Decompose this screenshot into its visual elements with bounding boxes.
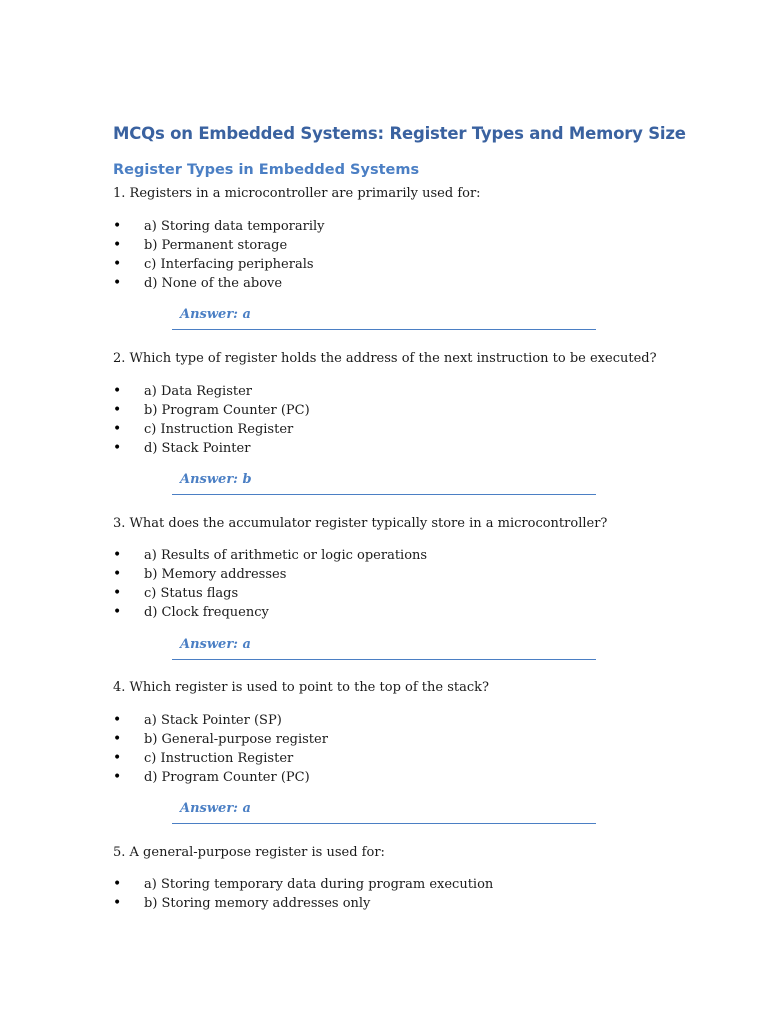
answer-text: Answer: b [180,472,252,487]
question-5-text: 5. A general-purpose register is used for: [113,845,385,860]
question-2-options [113,382,310,458]
bullet-icon: • [113,218,122,234]
option-label: c) Interfacing peripherals [144,257,314,272]
bullet-icon: • [113,769,122,785]
answer-block-2 [172,470,596,495]
option-label: a) Stack Pointer (SP) [144,713,282,728]
option-item [113,565,427,584]
option-item [113,401,310,420]
option-item [113,894,493,913]
bullet-icon: • [113,895,122,911]
question-3-options [113,546,427,622]
option-label: a) Storing temporary data during program execution [144,877,494,892]
option-item [113,382,310,401]
question-3-text: 3. What does the accumulator register typically store in a microcontroller? [113,516,608,531]
option-label: b) Program Counter (PC) [144,403,310,418]
question-5-options [113,875,493,913]
bullet-icon: • [113,566,122,582]
bullet-icon: • [113,402,122,418]
option-label: d) None of the above [144,276,283,291]
bullet-icon: • [113,604,122,620]
option-item [113,730,328,749]
option-label: c) Instruction Register [144,751,294,766]
option-label: a) Data Register [144,384,252,399]
option-item [113,217,325,236]
option-item [113,546,427,565]
question-2-text: 2. Which type of register holds the address of the next instruction to be executed? [113,351,657,366]
option-item [113,603,427,622]
bullet-icon: • [113,256,122,272]
option-label: d) Program Counter (PC) [144,770,310,785]
bullet-icon: • [113,585,122,601]
answer-text: Answer: a [180,637,251,652]
option-label: a) Results of arithmetic or logic operations [144,548,428,563]
question-4-text: 4. Which register is used to point to the top of the stack? [113,680,489,695]
bullet-icon: • [113,421,122,437]
bullet-icon: • [113,876,122,892]
answer-block-3 [172,635,596,660]
option-label: c) Instruction Register [144,422,294,437]
option-label: b) Memory addresses [144,567,287,582]
option-item [113,749,328,768]
bullet-icon: • [113,750,122,766]
option-item [113,420,310,439]
document-title: MCQs on Embedded Systems: Register Types and Memory Size [113,124,686,143]
option-item [113,255,325,274]
option-item [113,875,493,894]
option-label: b) General-purpose register [144,732,328,747]
question-1-text: 1. Registers in a microcontroller are primarily used for: [113,186,481,201]
bullet-icon: • [113,547,122,563]
bullet-icon: • [113,731,122,747]
bullet-icon: • [113,237,122,253]
answer-block-4 [172,799,596,824]
option-item [113,439,310,458]
option-label: a) Storing data temporarily [144,219,325,234]
bullet-icon: • [113,383,122,399]
option-item [113,768,328,787]
option-item [113,274,325,293]
bullet-icon: • [113,712,122,728]
question-1-options [113,217,325,293]
section-heading: Register Types in Embedded Systems [113,162,420,178]
option-label: b) Permanent storage [144,238,288,253]
bullet-icon: • [113,440,122,456]
option-label: c) Status flags [144,586,239,601]
option-label: b) Storing memory addresses only [144,896,371,911]
option-item [113,711,328,730]
option-item [113,236,325,255]
answer-text: Answer: a [180,801,251,816]
option-label: d) Stack Pointer [144,441,251,456]
bullet-icon: • [113,275,122,291]
option-label: d) Clock frequency [144,605,269,620]
question-4-options [113,711,328,787]
option-item [113,584,427,603]
answer-text: Answer: a [180,307,251,322]
answer-block-1 [172,305,596,330]
